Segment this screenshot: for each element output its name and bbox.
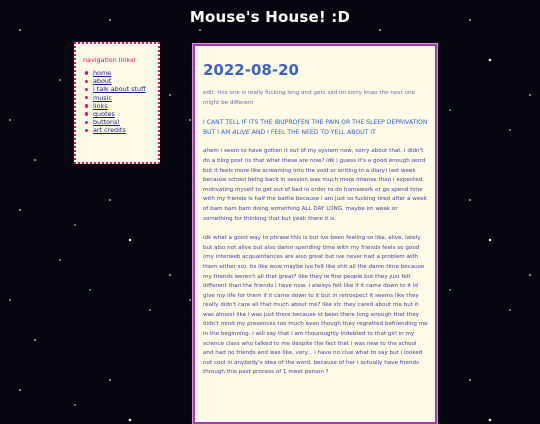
nav-item-home xyxy=(93,69,152,77)
post-edit-note: edit: this one is really fucking long and gets sad im sorry lmao the next one might be different xyxy=(203,90,415,106)
nav-link-talk[interactable]: i talk about stuff xyxy=(93,85,146,94)
navigation-panel xyxy=(74,42,160,164)
nav-link-links[interactable]: links xyxy=(93,101,108,110)
nav-link-about[interactable]: about xyxy=(93,77,112,86)
navigation-heading: navigation links! xyxy=(83,56,136,64)
post-date: 2022-08-20 xyxy=(203,61,299,79)
navigation-list xyxy=(83,69,152,135)
nav-item-music xyxy=(93,94,152,102)
post-shout-end: AND I FEEL THE NEED TO YELL ABOUT IT xyxy=(249,128,376,136)
blog-post-panel xyxy=(193,44,437,424)
nav-link-buttons[interactable]: buttons! xyxy=(93,118,120,127)
post-shout-emphasis: ALIVE xyxy=(232,128,250,136)
nav-item-buttons xyxy=(93,118,152,126)
nav-item-art-credits xyxy=(93,126,152,134)
nav-item-about xyxy=(93,77,152,85)
nav-item-links xyxy=(93,102,152,110)
post-shout xyxy=(203,118,428,137)
post-paragraph-1: ahem i seem to have gotten it out of my system now, sorry about that. i didn't do a blog post (is that what these are now? idk i guess it's a good enough word but it feels more like screaming into the void or writing in a diary) last week because school being back in session was much more intense than i expected. motivating myself to get out of bed in order to do homework or go spend time with my friends is half the battle because i am just so fucking tired after a week of bam bam bam doing something ALL DAY LONG. maybe im weak or something for thinking that but yeah there it is. xyxy=(203,148,427,222)
nav-link-art-credits[interactable]: art credits xyxy=(93,126,126,135)
site-title: Mouse's House! :D xyxy=(189,8,351,26)
nav-link-music[interactable]: music xyxy=(93,93,112,102)
nav-item-quotes xyxy=(93,110,152,118)
nav-link-home[interactable]: home xyxy=(93,69,112,77)
nav-item-talk xyxy=(93,85,152,93)
post-shout-start: I CANT TELL IF ITS THE IBUPROFEN THE PAIN OR THE SLEEP DEPRIVATION BUT I AM xyxy=(203,119,428,136)
nav-link-quotes[interactable]: quotes xyxy=(93,110,115,119)
post-paragraph-2: idk what a good way to phrase this is but ive been feeling so like, alive, lately but also not alive but also damn spending time with my friends feels so good (my interweb acquaintances are also great but ive never had a problem with them either so). its like wow maybe ive felt like shit all the damn time because my friends weren't all that great? like they're fine people but they just felt different than the friends i have now. i always felt like if it came down to it id give my life for them if it came down to it but in retrospect it seems like they really didn't care all that much about me? like sfc they cared about me but it was almost like i was just there because id been there long enough that they didn't mind my presences too much even though they regretted befriending me in the beginning. i will say that i am thouroughly indebted to that girl in my science class who talked to me despite the fact that i was new to the school and had no friends and was like, very... i have no clue what to say but i looked not cool in anybody's idea of the word. because of her i actually have friends through this past process of 1 meet person ? xyxy=(203,235,428,376)
